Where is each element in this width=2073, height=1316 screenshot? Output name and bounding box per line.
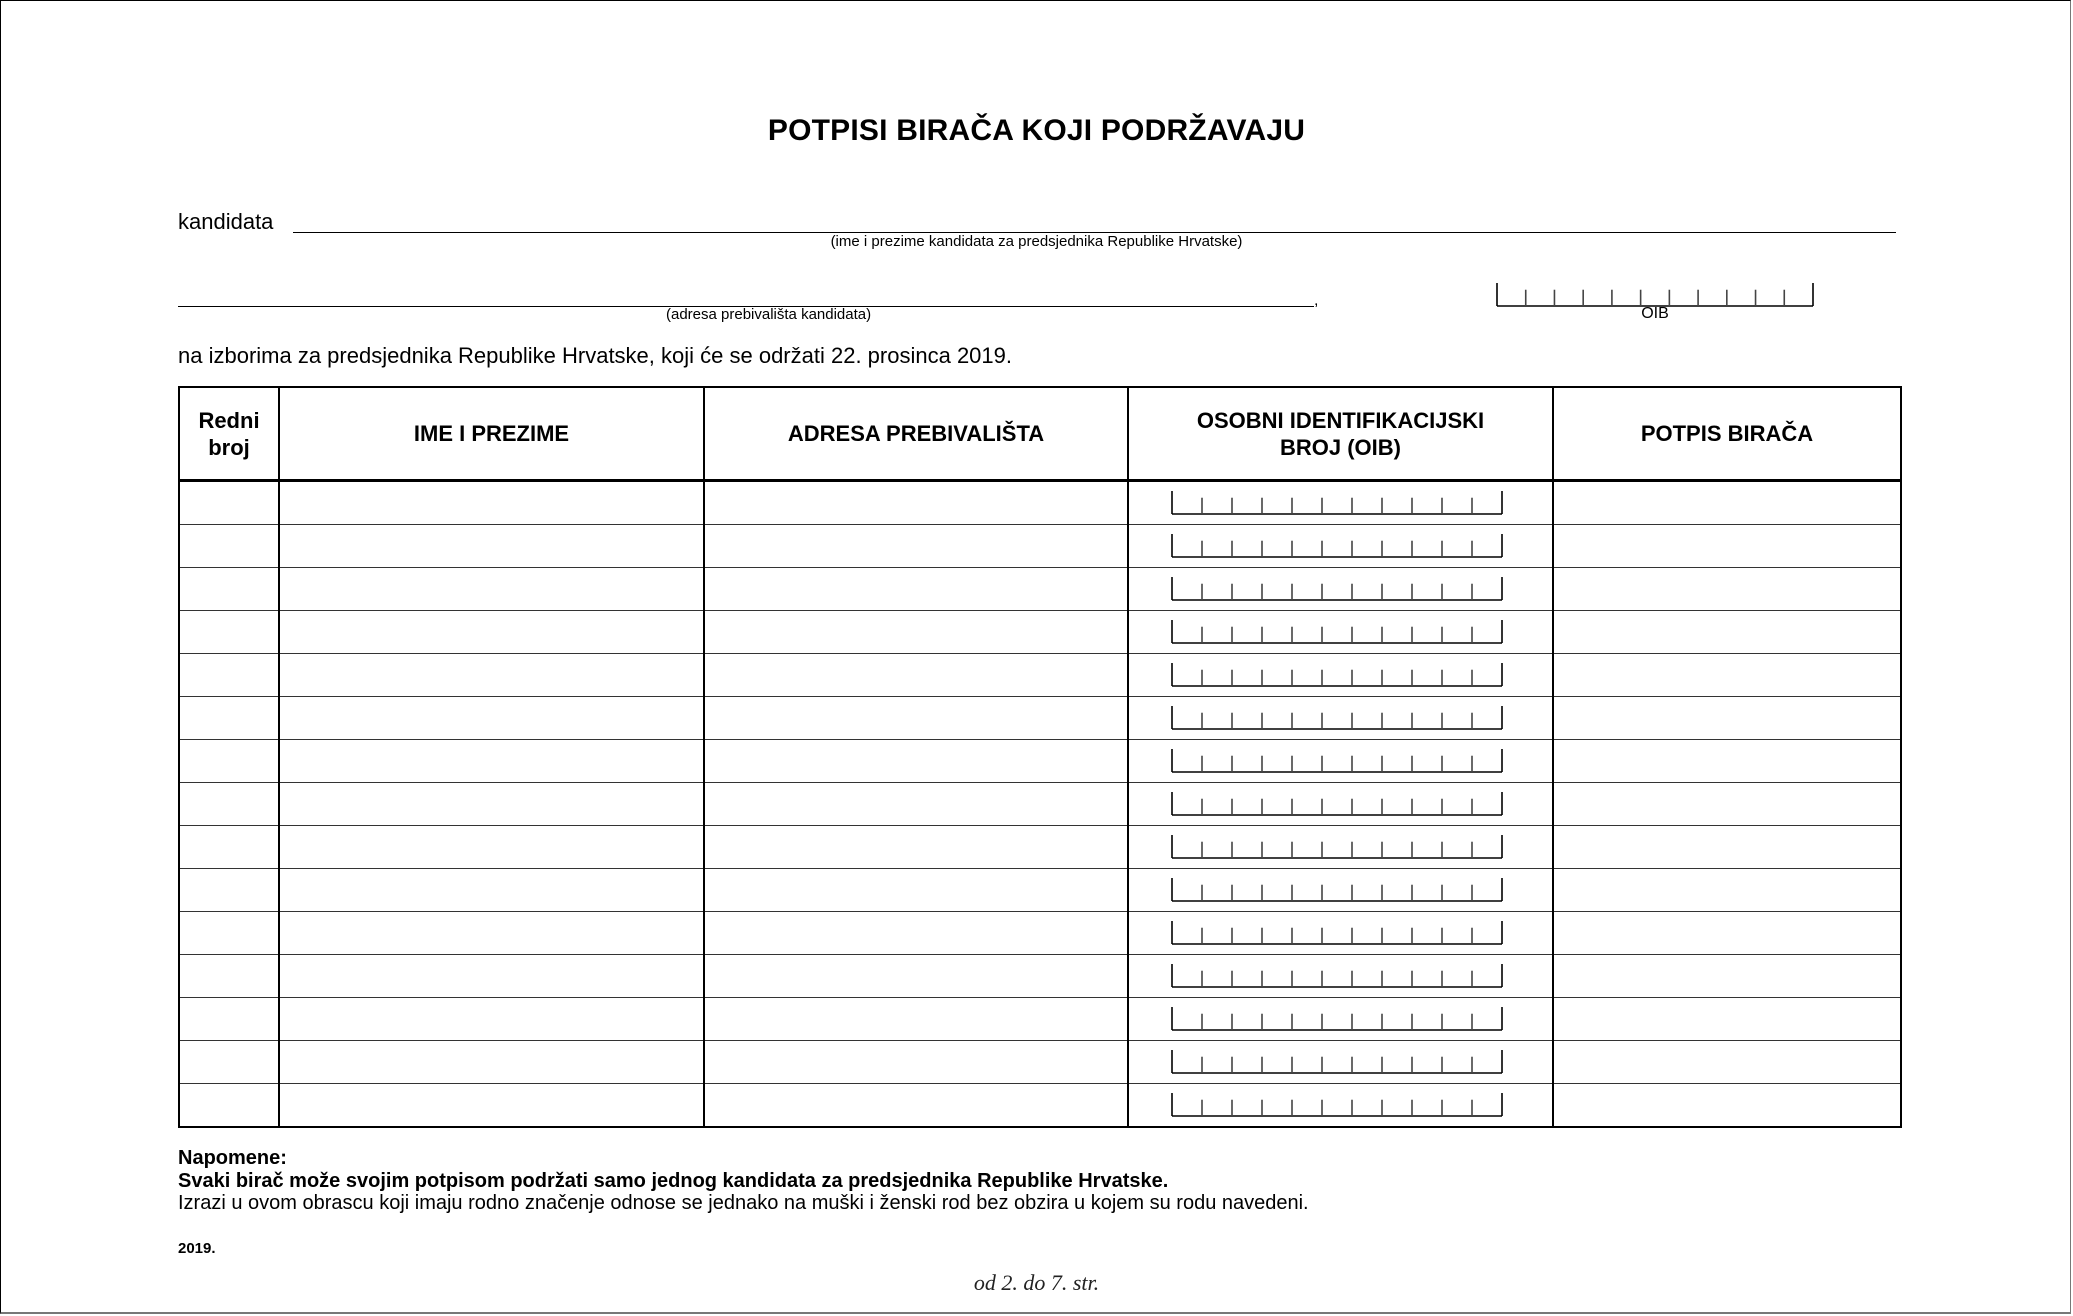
cell-address[interactable] — [704, 740, 1128, 783]
cell-signature[interactable] — [1553, 955, 1901, 998]
form-year: 2019. — [178, 1240, 216, 1257]
signatures-table — [178, 386, 1902, 1128]
cell-name[interactable] — [279, 611, 704, 654]
table-row — [179, 1041, 1901, 1084]
cell-name[interactable] — [279, 740, 704, 783]
table-row — [179, 783, 1901, 826]
cell-redni-broj[interactable] — [179, 783, 279, 826]
cell-name[interactable] — [279, 998, 704, 1041]
cell-oib[interactable] — [1128, 697, 1553, 740]
cell-address[interactable] — [704, 481, 1128, 525]
cell-signature[interactable] — [1553, 998, 1901, 1041]
oib-digit-boxes[interactable] — [1171, 663, 1503, 687]
cell-name[interactable] — [279, 912, 704, 955]
header-oib — [1128, 387, 1553, 481]
oib-digit-boxes[interactable] — [1171, 921, 1503, 945]
cell-oib[interactable] — [1128, 611, 1553, 654]
oib-digit-boxes[interactable] — [1171, 534, 1503, 558]
address-comma: , — [1314, 292, 1319, 309]
cell-oib[interactable] — [1128, 869, 1553, 912]
cell-redni-broj[interactable] — [179, 869, 279, 912]
cell-oib[interactable] — [1128, 1041, 1553, 1084]
cell-name[interactable] — [279, 826, 704, 869]
cell-oib[interactable] — [1128, 654, 1553, 697]
cell-name[interactable] — [279, 869, 704, 912]
cell-address[interactable] — [704, 826, 1128, 869]
cell-signature[interactable] — [1553, 654, 1901, 697]
cell-signature[interactable] — [1553, 826, 1901, 869]
table-row — [179, 912, 1901, 955]
cell-oib[interactable] — [1128, 998, 1553, 1041]
cell-address[interactable] — [704, 869, 1128, 912]
cell-redni-broj[interactable] — [179, 611, 279, 654]
cell-redni-broj[interactable] — [179, 568, 279, 611]
candidate-oib-field[interactable] — [1496, 283, 1814, 307]
header-redni-line2: broj — [208, 434, 250, 460]
cell-signature[interactable] — [1553, 1084, 1901, 1128]
header-address: ADRESA PREBIVALIŠTA — [704, 387, 1128, 481]
page-range: od 2. do 7. str. — [973, 1270, 1100, 1295]
cell-signature[interactable] — [1553, 481, 1901, 525]
oib-digit-boxes[interactable] — [1171, 878, 1503, 902]
election-intro-text: na izborima za predsjednika Republike Hrvatske, koji će se održati 22. prosinca 2019. — [178, 343, 1012, 368]
cell-address[interactable] — [704, 1084, 1128, 1128]
oib-digit-boxes[interactable] — [1171, 792, 1503, 816]
cell-redni-broj[interactable] — [179, 654, 279, 697]
form-title: POTPISI BIRAČA KOJI PODRŽAVAJU — [767, 114, 1306, 147]
cell-redni-broj[interactable] — [179, 525, 279, 568]
header-signature: POTPIS BIRAČA — [1553, 387, 1901, 481]
table-row — [179, 1084, 1901, 1128]
cell-name[interactable] — [279, 955, 704, 998]
cell-redni-broj[interactable] — [179, 912, 279, 955]
cell-signature[interactable] — [1553, 783, 1901, 826]
cell-oib[interactable] — [1128, 955, 1553, 998]
oib-digit-boxes[interactable] — [1171, 964, 1503, 988]
oib-digit-boxes[interactable] — [1171, 620, 1503, 644]
cell-name[interactable] — [279, 1084, 704, 1128]
cell-address[interactable] — [704, 697, 1128, 740]
cell-address[interactable] — [704, 611, 1128, 654]
table-row — [179, 525, 1901, 568]
cell-signature[interactable] — [1553, 740, 1901, 783]
cell-name[interactable] — [279, 654, 704, 697]
cell-name[interactable] — [279, 697, 704, 740]
cell-name[interactable] — [279, 783, 704, 826]
oib-digit-boxes[interactable] — [1171, 491, 1503, 515]
cell-oib[interactable] — [1128, 740, 1553, 783]
cell-oib[interactable] — [1128, 525, 1553, 568]
table-row — [179, 998, 1901, 1041]
cell-oib[interactable] — [1128, 568, 1553, 611]
oib-digit-boxes[interactable] — [1171, 1093, 1503, 1117]
oib-digit-boxes[interactable] — [1171, 1050, 1503, 1074]
oib-digit-boxes[interactable] — [1171, 835, 1503, 859]
table-row — [179, 654, 1901, 697]
header-oib-line2: BROJ (OIB) — [1280, 434, 1401, 460]
oib-digit-boxes[interactable] — [1171, 749, 1503, 773]
cell-oib[interactable] — [1128, 912, 1553, 955]
cell-signature[interactable] — [1553, 611, 1901, 654]
cell-address[interactable] — [704, 525, 1128, 568]
cell-name[interactable] — [279, 568, 704, 611]
cell-oib[interactable] — [1128, 1084, 1553, 1128]
cell-redni-broj[interactable] — [179, 1041, 279, 1084]
candidate-address-caption: (adresa prebivališta kandidata) — [666, 306, 872, 323]
notes-gender-note: Izrazi u ovom obrascu koji imaju rodno značenje odnose se jednako na muški i ženski rod bez obzira u kojem su rodu navedeni. — [178, 1192, 1309, 1214]
notes-heading: Napomene: — [178, 1147, 287, 1169]
cell-redni-broj[interactable] — [179, 481, 279, 525]
cell-oib[interactable] — [1128, 826, 1553, 869]
cell-address[interactable] — [704, 783, 1128, 826]
cell-redni-broj[interactable] — [179, 955, 279, 998]
cell-oib[interactable] — [1128, 783, 1553, 826]
cell-signature[interactable] — [1553, 869, 1901, 912]
table-row — [179, 740, 1901, 783]
cell-signature[interactable] — [1553, 697, 1901, 740]
table-row — [179, 611, 1901, 654]
cell-redni-broj[interactable] — [179, 826, 279, 869]
cell-redni-broj[interactable] — [179, 998, 279, 1041]
candidate-oib-label: OIB — [1641, 305, 1669, 322]
table-row — [179, 955, 1901, 998]
oib-digit-boxes[interactable] — [1171, 577, 1503, 601]
cell-address[interactable] — [704, 654, 1128, 697]
candidate-label: kandidata — [178, 209, 274, 234]
table-row — [179, 869, 1901, 912]
cell-redni-broj[interactable] — [179, 740, 279, 783]
cell-address[interactable] — [704, 955, 1128, 998]
header-name: IME I PREZIME — [279, 387, 704, 481]
cell-address[interactable] — [704, 568, 1128, 611]
cell-signature[interactable] — [1553, 1041, 1901, 1084]
table-row — [179, 826, 1901, 869]
cell-name[interactable] — [279, 1041, 704, 1084]
cell-address[interactable] — [704, 1041, 1128, 1084]
cell-signature[interactable] — [1553, 912, 1901, 955]
header-redni-broj — [179, 387, 279, 481]
cell-name[interactable] — [279, 481, 704, 525]
header-oib-line1: OSOBNI IDENTIFIKACIJSKI — [1196, 407, 1485, 433]
cell-name[interactable] — [279, 525, 704, 568]
candidate-name-caption: (ime i prezime kandidata za predsjednika Republike Hrvatske) — [830, 233, 1243, 250]
header-redni-line1: Redni — [198, 407, 260, 433]
cell-signature[interactable] — [1553, 525, 1901, 568]
oib-digit-boxes[interactable] — [1171, 706, 1503, 730]
cell-address[interactable] — [704, 998, 1128, 1041]
oib-digit-boxes[interactable] — [1171, 1007, 1503, 1031]
table-row — [179, 568, 1901, 611]
table-row — [179, 697, 1901, 740]
cell-signature[interactable] — [1553, 568, 1901, 611]
table-header-row — [179, 387, 1901, 481]
cell-redni-broj[interactable] — [179, 1084, 279, 1128]
cell-redni-broj[interactable] — [179, 697, 279, 740]
cell-oib[interactable] — [1128, 481, 1553, 525]
notes-bold-note: Svaki birač može svojim potpisom podržati samo jednog kandidata za predsjednika Republike Hrvatske. — [178, 1170, 1169, 1192]
cell-address[interactable] — [704, 912, 1128, 955]
table-row — [179, 481, 1901, 525]
